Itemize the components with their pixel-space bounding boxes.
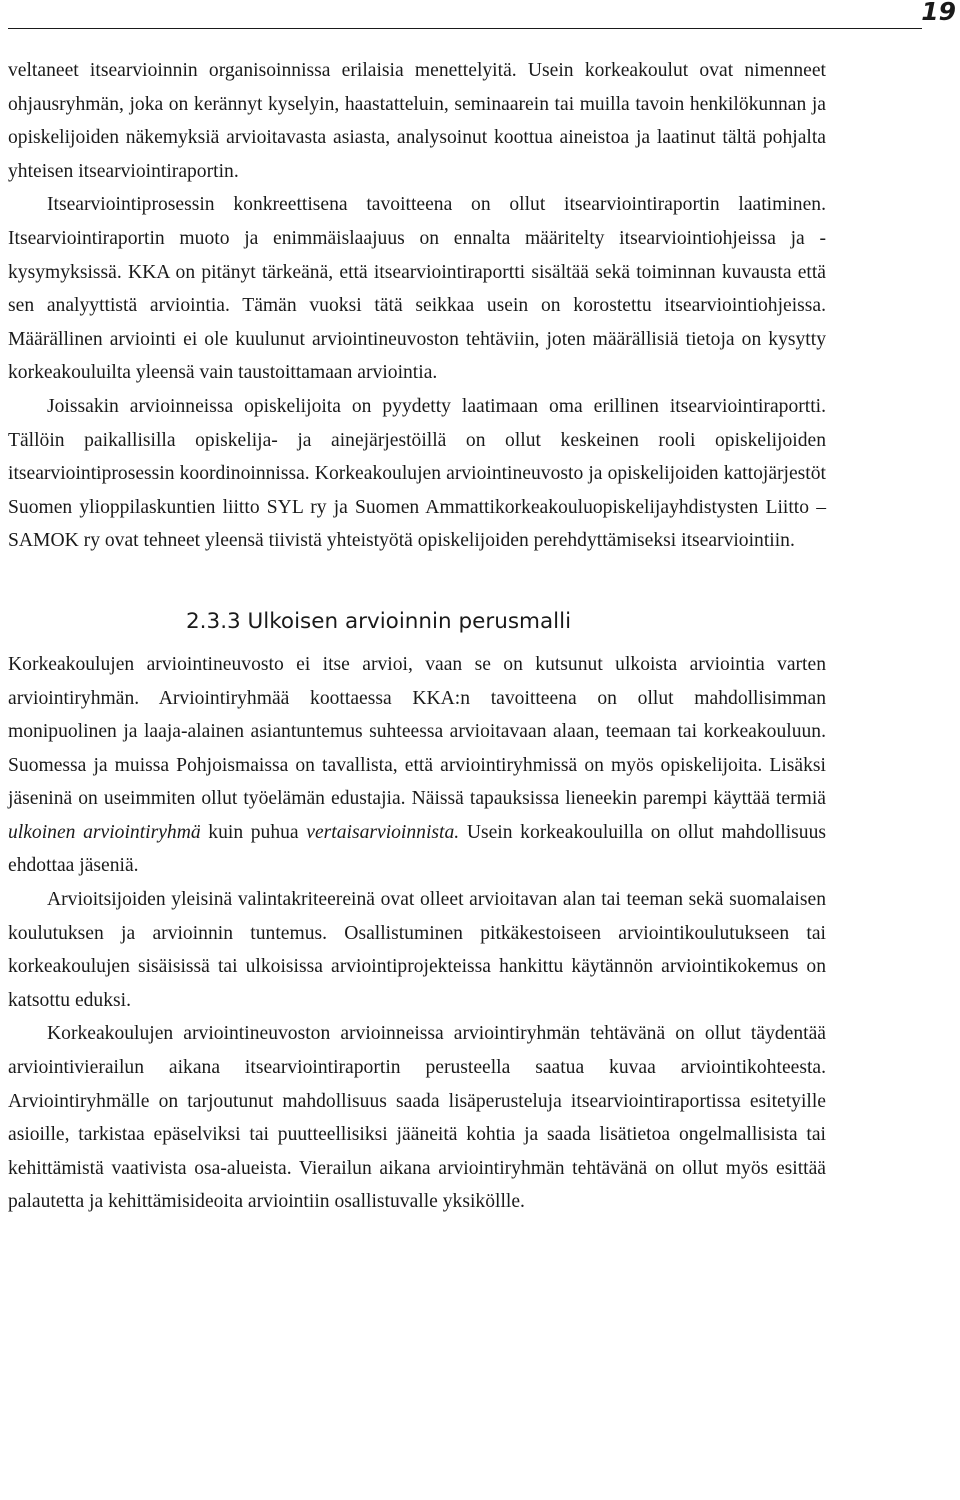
section-paragraph-1 [8, 648, 826, 883]
section-heading: 2.3.3 Ulkoisen arvioinnin perusmalli [186, 608, 572, 634]
intro-paragraph-2: Itsearviointiprosessin konkreettisena tavoitteena on ollut itsearviointiraportin laatiminen. Itsearviointiraportin muoto ja enimmäislaajuus on ennalta määritelty itsearviointiohjeissa ja -kysymyksissä. KKA on pitänyt tärkeänä, että itsearviointiraportti sisältää sekä toiminnan kuvausta että sen analyyttistä arviointia. Tämän vuoksi tätä seikkaa usein on korostettu itsearviointiohjeissa. Määrällinen arviointi ei ole kuulunut arviointineuvoston tehtäviin, joten määrällisiä tietoja on kysytty korkeakouluilta yleensä vain taustoittamaan arviointia. [8, 194, 826, 384]
section-paragraph-1-middle: kuin puhua [208, 821, 299, 843]
page-body [8, 54, 826, 1219]
heading-spacer [8, 640, 826, 648]
intro-paragraph-3: Joissakin arvioinneissa opiskelijoita on pyydetty laatimaan oma erillinen itsearviointiraportti. Tällöin paikallisilla opiskelija- ja ainejärjestöillä on ollut keskeinen rooli opiskelijoiden itsearviointiprosessin koordinoinnissa. Korkeakoulujen arviointineuvosto ja opiskelijoiden kattojärjestöt Suomen ylioppilaskuntien liitto SYL ry ja Suomen Ammattikorkeakouluopiskelijayhdistysten Liitto – SAMOK ry ovat tehneet yleensä tiivistä yhteistyötä opiskelijoiden perehdyttämiseksi itsearviointiin. [8, 395, 826, 552]
section-paragraph-1-end: Usein korkeakouluilla on ollut mahdollisuus ehdottaa jäseniä. [8, 821, 826, 877]
section-paragraph-1-start: Korkeakoulujen arviointineuvosto ei itse arvioi, vaan se on kutsunut ulkoista arviointia varten arviointiryhmän. Arviointiryhmää koottaessa KKA:n tavoitteena on ollut mahdollisimman monipuolinen ja laaja-alainen asiantuntemus suhteessa arvioitavaan alaan, teemaan tai korkeakouluun. Suomessa ja muissa Pohjoismaissa on tavallista, että arviointiryhmissä on myös opiskelijoita. Lisäksi jäseninä on useimmiten ollut työelämän edustajia. Näissä tapauksissa lieneekin parempi käyttää termiä [8, 653, 826, 810]
term-external-panel: ulkoinen arviointiryhmä [8, 821, 201, 843]
header-rule [8, 28, 922, 29]
page-number: 19 [921, 0, 956, 26]
term-peer-review: vertaisarvioinnista. [306, 821, 460, 843]
section-paragraph-2: Arvioitsijoiden yleisinä valintakriteereinä ovat olleet arvioitavan alan tai teeman sekä suomalaisen koulutuksen ja arvioinnin tuntemus. Osallistuminen pitkäkestoiseen arviointikoulutukseen tai korkeakoulujen sisäisissä tai ulkoisissa arviointiprojekteissa hankittu käytännön arviointikokemus on katsottu eduksi. [8, 889, 826, 1011]
section-paragraph-3: Korkeakoulujen arviointineuvoston arvioinneissa arviointiryhmän tehtävänä on ollut täydentää arviointivierailun aikana itsearviointiraportin perusteella saatua kuvaa arviointikohteesta. Arviointiryhmälle on tarjoutunut mahdollisuus saada lisäperusteluja itsearviointiraportissa esitetyille asioille, tarkistaa epäselviksi tai puutteellisiksi jääneitä kohtia ja saada lisätietoa ongelmallisista tai kehittämistä vaativista osa-alueista. Vierailun aikana arviointiryhmän tehtävänä on ollut myös esittää palautetta ja kehittämisideoita arviointiin osallistuvalle yksiköllle. [8, 1023, 826, 1213]
section-spacer [8, 558, 826, 604]
intro-paragraph-1: veltaneet itsearvioinnin organisoinnissa erilaisia menettelyitä. Usein korkeakoulut ovat nimenneet ohjausryhmän, joka on kerännyt kyselyin, haastatteluin, seminaarein tai muilla tavoin henkilökunnan ja opiskelijoiden näkemyksiä arvioitavasta asiasta, analysoinut koottua aineistoa ja laatinut tältä pohjalta yhteisen itsearviointiraportin. [8, 60, 826, 182]
